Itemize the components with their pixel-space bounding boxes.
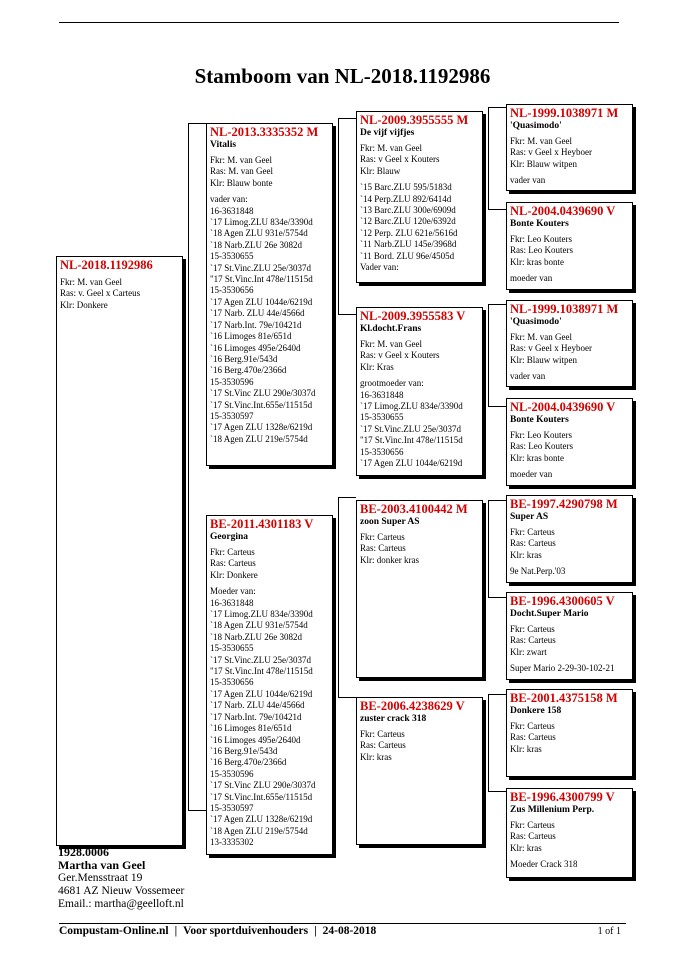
info-line: Klr: kras <box>360 751 392 762</box>
result-line: "17 St.Vinc.Int 478e/11515d <box>210 666 313 677</box>
info-line: Fkr: Carteus <box>210 547 255 557</box>
pedigree-mff <box>506 495 633 583</box>
result-line: `17 St.Vinc.Int.655e/11515d <box>210 791 313 802</box>
result-line: `17 Agen ZLU 1044e/6219d <box>210 296 313 307</box>
pedigree-mmf <box>506 689 633 777</box>
info-line: Ras: Carteus <box>210 558 256 569</box>
result-line: 15-3530597 <box>210 802 254 813</box>
pedigree-fff <box>506 104 633 191</box>
result-line: `17 Limog.ZLU 834e/3390d <box>210 217 313 228</box>
result-line: 16-3631848 <box>210 205 254 216</box>
result-line: `17 St.Vinc.Int.655e/11515d <box>210 399 313 410</box>
result-line: `16 Limoges 81e/651d <box>210 331 292 342</box>
connector <box>488 406 506 407</box>
note-line: Super Mario 2-29-30-102-21 <box>510 663 615 674</box>
page-title: Stamboom van NL-2018.1192986 <box>194 64 491 88</box>
ring-number: NL-2004.0439690 V <box>510 204 616 218</box>
result-line: 16-3631848 <box>210 597 254 608</box>
result-line: `16 Limoges 495e/2640d <box>210 342 301 353</box>
owner-name: Martha van Geel <box>58 858 146 872</box>
info-line: Fkr: M. van Geel <box>60 277 122 287</box>
connector <box>188 123 189 810</box>
result-line: 15-3530655 <box>360 412 404 423</box>
result-line: 15-3530656 <box>210 285 254 296</box>
result-line: `12 Perp. ZLU 621e/5616d <box>360 227 458 238</box>
connector <box>488 694 489 791</box>
result-line: `17 Narb.Int. 79e/10421d <box>210 711 302 722</box>
pigeon-name: Zus Millenium Perp. <box>510 805 595 815</box>
pigeon-name: Donkere 158 <box>510 706 562 716</box>
info-line: Ras: Carteus <box>510 831 556 842</box>
ring-number: BE-1996.4300605 V <box>510 594 615 608</box>
result-line: `14 Perp.ZLU 892/6414d <box>360 193 452 204</box>
info-line: Ras: Leo Kouters <box>510 441 573 452</box>
info-line: Ras: Leo Kouters <box>510 245 573 256</box>
pigeon-name: Bonte Kouters <box>510 415 569 425</box>
info-line: Klr: zwart <box>510 646 547 657</box>
result-line: `17 St.Vinc.ZLU 25e/3037d <box>210 262 311 273</box>
owner-city: 4681 AZ Nieuw Vossemeer <box>58 885 185 897</box>
connector <box>488 694 506 695</box>
info-line: Klr: Kras <box>360 361 394 372</box>
ring-number: NL-2004.0439690 V <box>510 400 616 414</box>
info-line: Klr: Blauw <box>360 165 401 176</box>
result-line: `17 St.Vinc ZLU 290e/3037d <box>210 780 316 791</box>
result-line: `16 Limoges 81e/651d <box>210 723 292 734</box>
info-line: Klr: kras bonte <box>510 452 564 463</box>
owner-address <box>58 846 184 911</box>
result-line: `11 Narb.ZLU 145e/3968d <box>360 239 457 250</box>
ring-number: BE-2006.4238629 V <box>360 699 465 713</box>
connector <box>488 304 489 406</box>
result-line: 15-3530596 <box>210 376 254 387</box>
note-line: vader van <box>510 371 546 382</box>
info-line: Klr: kras bonte <box>510 256 564 267</box>
connector <box>338 497 356 498</box>
info-line: Fkr: M. van Geel <box>210 155 272 165</box>
result-line: Moeder van: <box>210 586 256 597</box>
info-line: Fkr: M. van Geel <box>360 143 422 153</box>
ring-number: BE-1996.4300799 V <box>510 790 615 804</box>
note-line: vader van <box>510 175 546 186</box>
owner-email: Email.: martha@geelloft.nl <box>58 898 184 910</box>
info-line: Klr: donker kras <box>360 554 419 565</box>
result-line: `16 Berg.91e/543d <box>210 745 278 756</box>
info-line: Ras: v Geel x Heyboer <box>510 343 592 354</box>
info-line: Ras: v Geel x Kouters <box>360 154 440 165</box>
pedigree-subject <box>56 256 183 846</box>
info-line: Fkr: Carteus <box>360 729 405 739</box>
pigeon-name: 'Quasimodo' <box>510 121 562 131</box>
pigeon-name: Docht.Super Mario <box>510 609 589 619</box>
result-line: `17 Agen ZLU 1044e/6219d <box>360 458 463 469</box>
result-line: `16 Limoges 495e/2640d <box>210 734 301 745</box>
pedigree-mmm <box>506 788 633 878</box>
info-line: Fkr: M. van Geel <box>510 136 572 146</box>
pigeon-name: Kl.docht.Frans <box>360 324 422 334</box>
info-line: Fkr: Carteus <box>510 820 555 830</box>
info-line: Ras: v Geel x Kouters <box>360 350 440 361</box>
result-line: `17 Agen ZLU 1328e/6219d <box>210 814 313 825</box>
ring-number: NL-2009.3955555 M <box>360 113 469 127</box>
pedigree-mfm <box>506 592 633 680</box>
pigeon-name: Bonte Kouters <box>510 219 569 229</box>
result-list <box>210 586 329 848</box>
result-line: vader van: <box>210 194 248 205</box>
result-line: `17 St.Vinc.ZLU 25e/3037d <box>360 423 461 434</box>
info-line: Fkr: M. van Geel <box>360 339 422 349</box>
footer-separator: | <box>314 925 317 937</box>
connector <box>488 500 506 501</box>
result-line: `17 Narb. ZLU 44e/4566d <box>210 308 305 319</box>
info-line: Fkr: Carteus <box>510 721 555 731</box>
owner-code: 1928.0006 <box>58 845 109 859</box>
info-line: Klr: Blauw witpen <box>510 354 577 365</box>
connector <box>338 118 339 314</box>
info-line: Ras: Carteus <box>360 740 406 751</box>
result-line: 13-3335302 <box>210 837 254 848</box>
connector <box>488 791 506 792</box>
ring-number: BE-2011.4301183 V <box>210 517 314 531</box>
result-line: `11 Bord. ZLU 96e/4505d <box>360 250 455 261</box>
result-line: `18 Agen ZLU 219e/5754d <box>210 825 308 836</box>
connector <box>488 107 489 209</box>
result-line: "17 St.Vinc.Int 478e/11515d <box>360 435 463 446</box>
result-line: grootmoeder van: <box>360 378 424 389</box>
info-line: Ras: Carteus <box>360 543 406 554</box>
pigeon-name: 'Quasimodo' <box>510 317 562 327</box>
ring-number: NL-2013.3335352 M <box>210 125 319 139</box>
info-line: Ras: M. van Geel <box>210 166 273 177</box>
result-line: 16-3631848 <box>360 389 404 400</box>
pedigree-father <box>206 123 333 466</box>
info-line: Klr: Donkere <box>60 299 108 310</box>
info-line: Fkr: Carteus <box>360 532 405 542</box>
result-line: `17 Agen ZLU 1328e/6219d <box>210 422 313 433</box>
result-line: `16 Berg.470e/2366d <box>210 757 287 768</box>
result-line: "17 St.Vinc.Int 478e/11515d <box>210 274 313 285</box>
result-line: 15-3530656 <box>360 446 404 457</box>
footer-site: Compustam-Online.nl <box>59 925 169 937</box>
note-line: Moeder Crack 318 <box>510 859 578 870</box>
result-line: `18 Agen ZLU 931e/5754d <box>210 620 308 631</box>
pigeon-name: De vijf vijfjes <box>360 128 415 138</box>
connector <box>338 118 356 119</box>
result-line: 15-3530656 <box>210 677 254 688</box>
info-line: Ras: v. Geel x Carteus <box>60 288 141 299</box>
connector <box>488 304 506 305</box>
info-line: Ras: v Geel x Heyboer <box>510 147 592 158</box>
note-line: moeder van <box>510 273 553 284</box>
result-line: `17 Narb.Int. 79e/10421d <box>210 319 302 330</box>
result-line: `16 Berg.91e/543d <box>210 353 278 364</box>
footer-tagline: Voor sportduivenhouders <box>183 925 309 937</box>
info-line: Klr: kras <box>510 842 542 853</box>
info-line: Fkr: Carteus <box>510 527 555 537</box>
pigeon-name: Vitalis <box>210 140 237 150</box>
result-line: `17 Agen ZLU 1044e/6219d <box>210 688 313 699</box>
page-count: 1 of 1 <box>597 926 621 937</box>
ring-number: NL-2018.1192986 <box>60 258 153 272</box>
note-line: 9e Nat.Perp.'03 <box>510 566 566 577</box>
result-list <box>360 378 479 469</box>
ring-number: NL-2009.3955583 V <box>360 309 466 323</box>
connector <box>488 107 506 108</box>
ring-number: NL-1999.1038971 M <box>510 106 619 120</box>
info-line: Klr: Blauw bonte <box>210 177 273 188</box>
pedigree-father-mother <box>356 307 483 476</box>
footer-separator: | <box>174 925 178 937</box>
pigeon-name: Georgina <box>210 532 248 542</box>
ring-number: BE-2001.4375158 M <box>510 691 618 705</box>
info-line: Klr: kras <box>510 743 542 754</box>
result-line: Vader van: <box>360 262 399 273</box>
info-line: Klr: Donkere <box>210 569 258 580</box>
info-line: Fkr: M. van Geel <box>510 332 572 342</box>
result-list <box>210 194 329 445</box>
result-line: 15-3530655 <box>210 251 254 262</box>
connector <box>338 314 356 315</box>
footer <box>59 925 376 937</box>
pedigree-fmm <box>506 398 633 486</box>
result-line: 15-3530596 <box>210 768 254 779</box>
ring-number: BE-1997.4290798 M <box>510 497 618 511</box>
info-line: Fkr: Leo Kouters <box>510 430 572 440</box>
pedigree-ffm <box>506 202 633 290</box>
result-line: `18 Agen ZLU 219e/5754d <box>210 433 308 444</box>
footer-date: 24-08-2018 <box>322 925 377 937</box>
pedigree-mother <box>206 515 333 855</box>
info-line: Klr: kras <box>510 549 542 560</box>
result-line: `17 Limog.ZLU 834e/3390d <box>210 609 313 620</box>
top-rule <box>59 22 619 23</box>
result-line: `15 Barc.ZLU 595/5183d <box>360 182 452 193</box>
result-line: `18 Narb.ZLU 26e 3082d <box>210 631 302 642</box>
connector <box>488 209 506 210</box>
ring-number: NL-1999.1038971 M <box>510 302 619 316</box>
pedigree-fmf <box>506 300 633 387</box>
note-line: moeder van <box>510 469 553 480</box>
result-line: 15-3530655 <box>210 643 254 654</box>
pigeon-name: zuster crack 318 <box>360 714 427 724</box>
info-line: Ras: Carteus <box>510 538 556 549</box>
pigeon-name: Super AS <box>510 512 549 522</box>
connector <box>338 497 339 697</box>
info-line: Klr: Blauw witpen <box>510 158 577 169</box>
result-line: `17 Narb. ZLU 44e/4566d <box>210 700 305 711</box>
result-line: `18 Agen ZLU 931e/5754d <box>210 228 308 239</box>
result-line: `16 Berg.470e/2366d <box>210 365 287 376</box>
bottom-rule <box>59 923 626 924</box>
result-line: `13 Barc.ZLU 300e/6909d <box>360 205 456 216</box>
result-line: `17 St.Vinc.ZLU 25e/3037d <box>210 654 311 665</box>
result-line: 15-3530597 <box>210 410 254 421</box>
result-line: `12 Barc.ZLU 120e/6392d <box>360 216 456 227</box>
pedigree-mother-mother <box>356 697 483 845</box>
info-line: Fkr: Leo Kouters <box>510 234 572 244</box>
info-line: Ras: Carteus <box>510 635 556 646</box>
pedigree-father-father <box>356 111 483 283</box>
info-line: Ras: Carteus <box>510 732 556 743</box>
connector <box>188 123 206 124</box>
connector <box>488 597 506 598</box>
result-line: `18 Narb.ZLU 26e 3082d <box>210 239 302 250</box>
info-line: Fkr: Carteus <box>510 624 555 634</box>
pigeon-name: zoon Super AS <box>360 517 420 527</box>
result-list <box>360 182 479 273</box>
connector <box>188 810 206 811</box>
result-line: `17 Limog.ZLU 834e/3390d <box>360 401 463 412</box>
owner-street: Ger.Mensstraat 19 <box>58 872 143 884</box>
connector <box>488 500 489 597</box>
result-line: `17 St.Vinc ZLU 290e/3037d <box>210 388 316 399</box>
pedigree-mother-father <box>356 500 483 678</box>
ring-number: BE-2003.4100442 M <box>360 502 468 516</box>
connector <box>338 697 356 698</box>
